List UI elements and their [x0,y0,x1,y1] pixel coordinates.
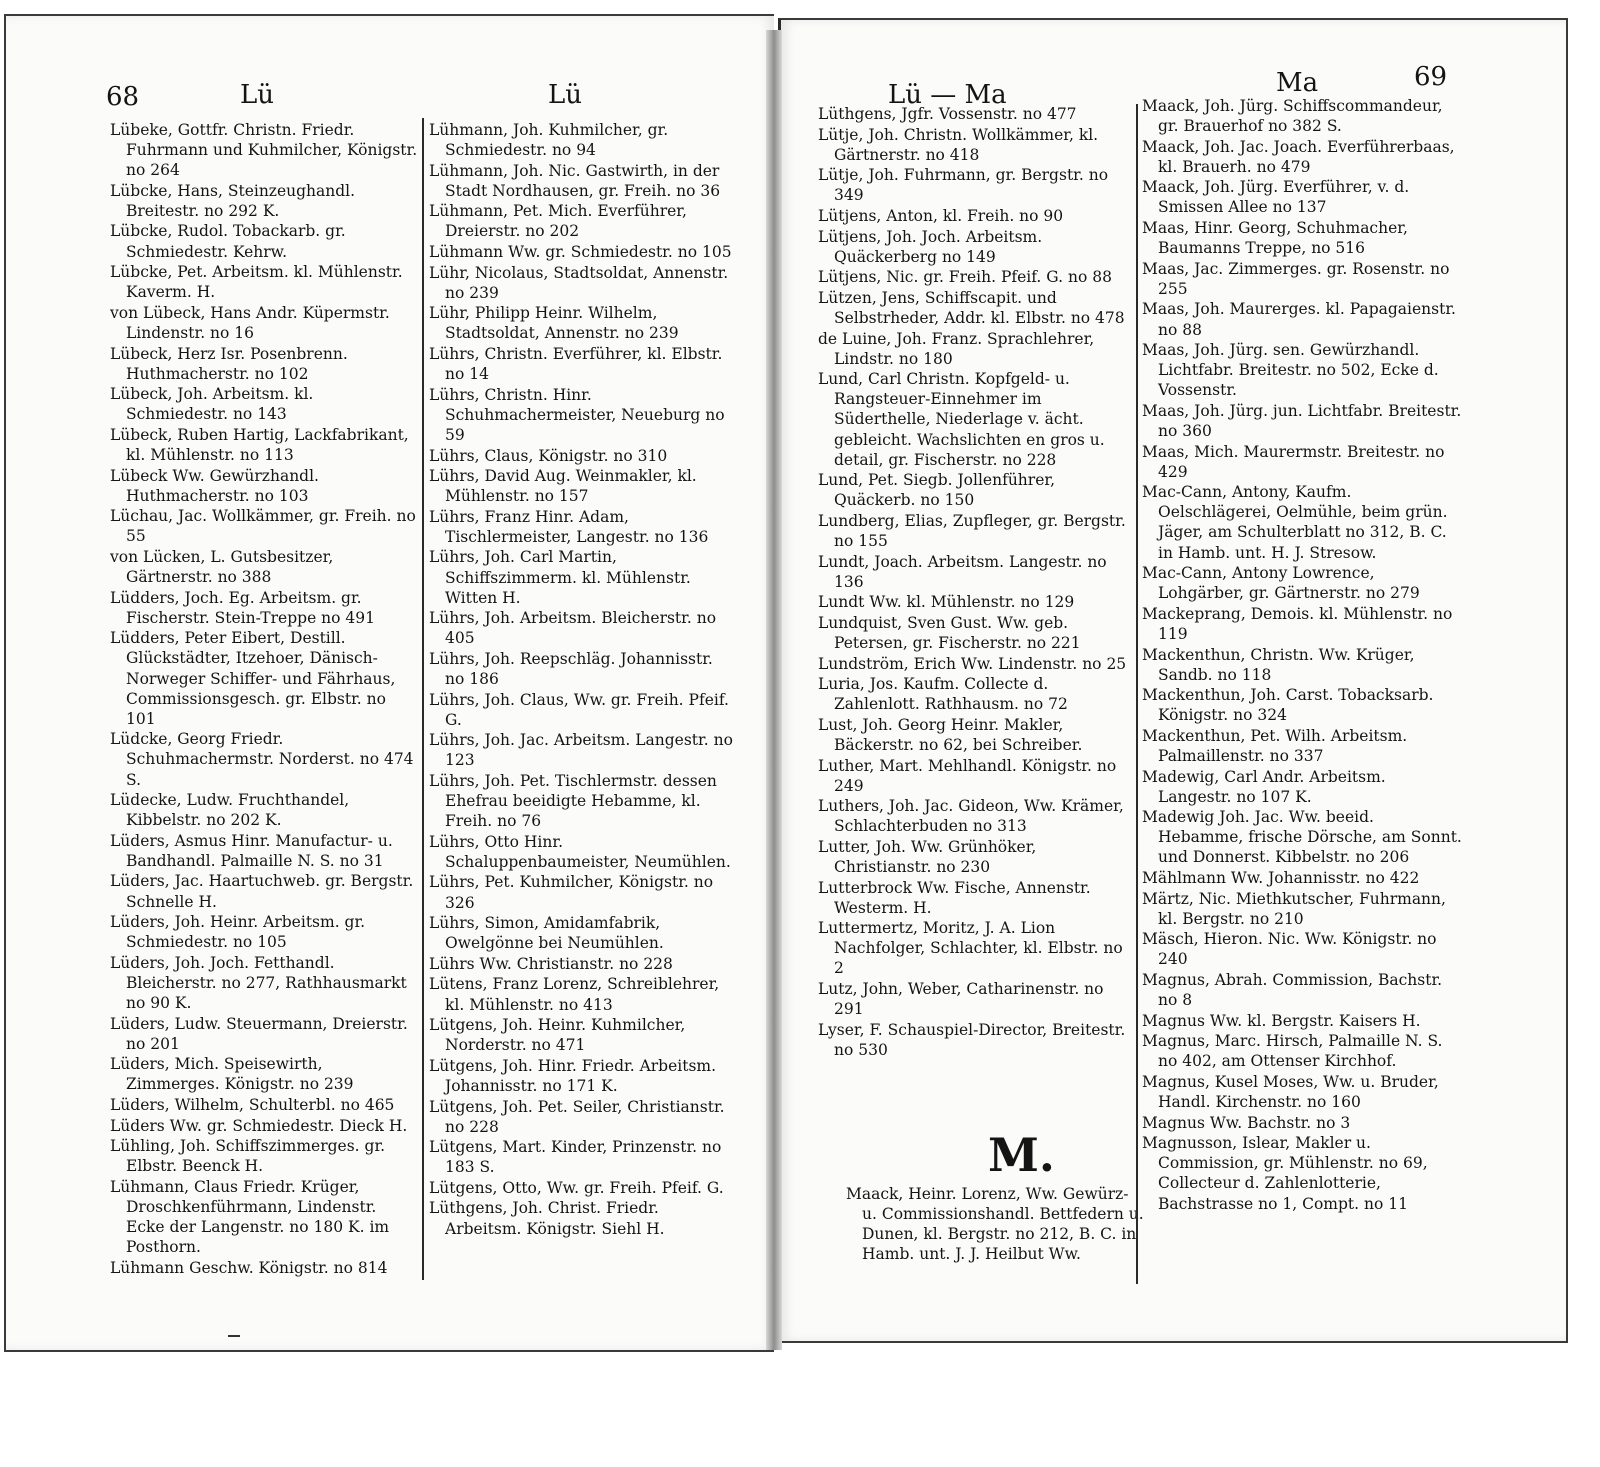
right-page-column-1 [818,104,1130,1060]
directory-entry: Lütgens, Mart. Kinder, Prinzenstr. no 183 S. [429,1138,722,1177]
directory-entry: Lütgens, Joh. Hinr. Friedr. Arbeitsm. Johannisstr. no 171 K. [429,1056,717,1095]
directory-entry: Lundberg, Elias, Zupfleger, gr. Bergstr. no 155 [818,511,1126,550]
footer-mark [228,1335,240,1337]
directory-entry: Lührs, Joh. Pet. Tischlermstr. dessen Ehefrau beeidigte Hebamme, kl. Freih. no 76 [429,772,717,831]
directory-entry: Lührs, Claus, Königstr. no 310 [429,446,668,465]
directory-entry: Lüdders, Joch. Eg. Arbeitsm. gr. Fischerstr. Stein-Treppe no 491 [110,588,375,627]
directory-entry: Mackenthun, Christn. Ww. Krüger, Sandb. no 118 [1142,645,1415,684]
directory-entry: Lühmann, Joh. Kuhmilcher, gr. Schmiedestr. no 94 [429,121,669,160]
directory-entry: Lübeck, Joh. Arbeitsm. kl. Schmiedestr. no 143 [110,385,314,424]
left-running-head-left: Lü [240,80,275,110]
directory-entry: Lütens, Franz Lorenz, Schreiblehrer, kl. Mühlenstr. no 413 [429,975,720,1014]
directory-entry: Maas, Joh. Jürg. sen. Gewürzhandl. Lichtfabr. Breitestr. no 502, Ecke d. Vossenstr. [1142,341,1439,400]
directory-entry: Lüthgens, Joh. Christ. Friedr. Arbeitsm. Königstr. Siehl H. [429,1199,665,1238]
directory-entry: Lundt, Joach. Arbeitsm. Langestr. no 136 [818,552,1107,591]
directory-entry: Lütjens, Nic. gr. Freih. Pfeif. G. no 88 [818,268,1112,287]
directory-entry: Lundt Ww. kl. Mühlenstr. no 129 [818,593,1075,612]
directory-entry: Mählmann Ww. Johannisstr. no 422 [1142,869,1420,888]
directory-entry: Lund, Pet. Siegb. Jollenführer, Quäckerb. no 150 [818,471,1056,510]
directory-entry: Lütje, Joh. Christn. Wollkämmer, kl. Gärtnerstr. no 418 [818,125,1099,164]
directory-entry: Magnus Ww. kl. Bergstr. Kaisers H. [1142,1011,1421,1030]
right-page-column-2 [1142,96,1464,1214]
left-page-number: 68 [106,82,140,112]
directory-entry: von Lübeck, Hans Andr. Küpermstr. Lindenstr. no 16 [110,303,390,342]
directory-entry: Maack, Heinr. Lorenz, Ww. Gewürz- u. Commissionshandl. Bettfedern u. Dunen, kl. Bergstr. no 212, B. C. in Hamb. unt. J. J. Heilbut Ww. [846,1185,1144,1264]
directory-entry: Lützen, Jens, Schiffscapit. und Selbstrheder, Addr. kl. Elbstr. no 478 [818,288,1125,327]
directory-entry: Maas, Mich. Maurermstr. Breitestr. no 429 [1142,442,1445,481]
directory-entry: Lüders, Wilhelm, Schulterbl. no 465 [110,1096,395,1114]
directory-entry: Lübeke, Gottfr. Christn. Friedr. Fuhrmann und Kuhmilcher, Königstr. no 264 [110,121,418,180]
directory-entry: Magnus, Marc. Hirsch, Palmaille N. S. no 402, am Ottenser Kirchhof. [1142,1032,1443,1071]
directory-entry: Maack, Joh. Jürg. Everführer, v. d. Smissen Allee no 137 [1142,178,1410,217]
directory-entry: Lührs, Otto Hinr. Schaluppenbaumeister, Neumühlen. [429,832,731,871]
directory-entry: Madewig Joh. Jac. Ww. beeid. Hebamme, frische Dörsche, am Sonnt. und Donnerst. Kibbelstr. no 206 [1142,808,1462,867]
directory-entry: Lühmann, Pet. Mich. Everführer, Dreierstr. no 202 [429,202,687,241]
directory-entry: Lyser, F. Schauspiel-Director, Breitestr. no 530 [818,1020,1126,1059]
directory-entry: Lübeck, Ruben Hartig, Lackfabrikant, kl. Mühlenstr. no 113 [110,425,409,464]
directory-entry: Lüthgens, Jgfr. Vossenstr. no 477 [818,105,1077,123]
directory-entry: Luthers, Joh. Jac. Gideon, Ww. Krämer, Schlachterbuden no 313 [818,797,1124,836]
left-running-head-center: Lü [548,80,583,110]
left-page-column-2 [429,120,733,1239]
directory-entry: de Luine, Joh. Franz. Sprachlehrer, Lindstr. no 180 [818,329,1095,368]
directory-entry: Lütgens, Joh. Heinr. Kuhmilcher, Norderstr. no 471 [429,1016,686,1055]
directory-entry: Lütgens, Otto, Ww. gr. Freih. Pfeif. G. [429,1178,724,1197]
left-page-column-1 [110,120,418,1278]
directory-entry: Lüders, Mich. Speisewirth, Zimmerges. Königstr. no 239 [110,1055,354,1094]
directory-entry: Mackenthun, Joh. Carst. Tobacksarb. Königstr. no 324 [1142,686,1434,725]
directory-entry: Lüchau, Jac. Wollkämmer, gr. Freih. no 55 [110,507,416,546]
right-column-rule [1136,104,1138,1284]
directory-entry: Lührs, Joh. Arbeitsm. Bleicherstr. no 405 [429,609,717,648]
directory-entry: Lührs, Simon, Amidamfabrik, Owelgönne bei Neumühlen. [429,914,664,953]
directory-entry: Magnus Ww. Bachstr. no 3 [1142,1113,1351,1132]
left-column-rule [422,118,424,1280]
directory-entry: Mac-Cann, Antony, Kaufm. Oelschlägerei, Oelmühle, beim grün. Jäger, am Schulterblatt no 312, B. C. in Hamb. unt. H. J. Stresow. [1142,483,1448,562]
directory-entry: Maack, Joh. Jürg. Schiffscommandeur, gr. Brauerhof no 382 S. [1142,97,1443,136]
directory-entry: Magnus, Kusel Moses, Ww. u. Bruder, Handl. Kirchenstr. no 160 [1142,1073,1439,1112]
directory-entry: Lührs, David Aug. Weinmakler, kl. Mühlenstr. no 157 [429,467,697,506]
directory-entry: Maas, Jac. Zimmerges. gr. Rosenstr. no 255 [1142,259,1450,298]
directory-entry: Lührs, Joh. Jac. Arbeitsm. Langestr. no 123 [429,731,733,770]
directory-entry: Lüders, Asmus Hinr. Manufactur- u. Bandhandl. Palmaille N. S. no 31 [110,831,393,870]
directory-entry: Lührs, Joh. Reepschläg. Johannisstr. no 186 [429,649,713,689]
directory-entry: Mackeprang, Demois. kl. Mühlenstr. no 119 [1142,604,1453,643]
directory-entry: Maack, Joh. Jac. Joach. Everführerbaas, kl. Brauerh. no 479 [1142,137,1455,176]
directory-entry: Mäsch, Hieron. Nic. Ww. Königstr. no 240 [1142,930,1437,969]
directory-entry: Lühr, Philipp Heinr. Wilhelm, Stadtsoldat, Annenstr. no 239 [429,304,679,343]
directory-entry: Lübeck Ww. Gewürzhandl. Huthmacherstr. no 103 [110,466,319,505]
directory-entry: Lübeck, Herz Isr. Posenbrenn. Huthmacherstr. no 102 [110,344,348,383]
directory-entry: Magnus, Abrah. Commission, Bachstr. no 8 [1142,971,1443,1010]
directory-entry: Lühmann Ww. gr. Schmiedestr. no 105 [429,243,732,262]
directory-entry: Lütgens, Joh. Pet. Seiler, Christianstr. no 228 [429,1097,725,1136]
directory-entry: Lutz, John, Weber, Catharinenstr. no 291 [818,980,1104,1019]
directory-entry: Lührs, Christn. Hinr. Schuhmachermeister, Neueburg no 59 [429,385,725,444]
book-gutter [766,30,782,1350]
directory-entry: Maas, Hinr. Georg, Schuhmacher, Baumanns Treppe, no 516 [1142,219,1408,258]
directory-entry: Lüders Ww. gr. Schmiedestr. Dieck H. [110,1116,408,1135]
directory-entry: Lüdders, Peter Eibert, Destill. Glückstädter, Itzehoer, Dänisch-Norweger Schiffer- und Fährhaus, Commissionsgesch. gr. Elbstr. no 101 [110,629,396,728]
directory-entry: Lührs Ww. Christianstr. no 228 [429,954,673,973]
directory-entry: Lüders, Jac. Haartuchweb. gr. Bergstr. Schnelle H. [110,872,414,911]
directory-entry: Maas, Joh. Jürg. jun. Lichtfabr. Breitestr. no 360 [1142,401,1462,440]
section-letter-heading: M. [988,1128,1055,1182]
directory-entry: Lührs, Franz Hinr. Adam, Tischlermeister, Langestr. no 136 [429,507,709,546]
directory-entry: von Lücken, L. Gutsbesitzer, Gärtnerstr. no 388 [110,547,334,587]
directory-entry: Lührs, Christn. Everführer, kl. Elbstr. no 14 [429,345,723,384]
directory-entry: Lübcke, Pet. Arbeitsm. kl. Mühlenstr. Kaverm. H. [110,263,403,302]
directory-entry: Lühmann Geschw. Königstr. no 814 [110,1258,388,1277]
directory-entry: Maas, Joh. Maurerges. kl. Papagaienstr. no 88 [1142,300,1456,339]
right-running-head-right: Ma [1276,68,1319,98]
directory-entry: Luria, Jos. Kaufm. Collecte d. Zahlenlott. Rathhausm. no 72 [818,675,1068,714]
directory-entry: Lübcke, Hans, Steinzeughandl. Breitestr. no 292 K. [110,181,356,220]
directory-entry: Lütje, Joh. Fuhrmann, gr. Bergstr. no 349 [818,166,1109,205]
directory-entry: Madewig, Carl Andr. Arbeitsm. Langestr. no 107 K. [1142,767,1386,806]
directory-entry: Lüders, Joh. Joch. Fetthandl. Bleicherstr. no 277, Rathhausmarkt no 90 K. [110,953,407,1013]
directory-entry: Lühmann, Joh. Nic. Gastwirth, in der Stadt Nordhausen, gr. Freih. no 36 [429,161,721,200]
directory-entry: Lübcke, Rudol. Tobackarb. gr. Schmiedestr. Kehrw. [110,222,346,261]
directory-entry: Lütjens, Joh. Joch. Arbeitsm. Quäckerberg no 149 [818,227,1043,266]
right-page-number: 69 [1414,62,1448,92]
directory-entry: Magnusson, Islear, Makler u. Commission, gr. Mühlenstr. no 69, Collecteur d. Zahlenlotterie, Bachstrasse no 1, Compt. no 11 [1142,1134,1428,1213]
right-running-head-center: Lü — Ma [888,80,1007,110]
directory-entry: Mackenthun, Pet. Wilh. Arbeitsm. Palmaillenstr. no 337 [1142,726,1408,765]
directory-entry: Luther, Mart. Mehlhandl. Königstr. no 249 [818,756,1117,795]
directory-entry: Lundström, Erich Ww. Lindenstr. no 25 [818,654,1127,673]
directory-entry: Lütjens, Anton, kl. Freih. no 90 [818,206,1064,225]
directory-entry: Luttermertz, Moritz, J. A. Lion Nachfolger, Schlachter, kl. Elbstr. no 2 [818,919,1123,978]
directory-entry: Lühr, Nicolaus, Stadtsoldat, Annenstr. no 239 [429,263,729,302]
directory-entry: Lust, Joh. Georg Heinr. Makler, Bäckerstr. no 62, bei Schreiber. [818,715,1083,754]
directory-entry: Lüdecke, Ludw. Fruchthandel, Kibbelstr. no 202 K. [110,791,350,830]
directory-entry: Lühmann, Claus Friedr. Krüger, Droschkenführmann, Lindenstr. Ecke der Langenstr. no 180 K. im Posthorn. [110,1177,390,1257]
directory-entry: Lüdcke, Georg Friedr. Schuhmachermstr. Norderst. no 474 S. [110,730,414,789]
directory-entry: Lühling, Joh. Schiffszimmerges. gr. Elbstr. Beenck H. [110,1137,386,1176]
directory-entry: Lutter, Joh. Ww. Grünhöker, Christianstr. no 230 [818,837,1037,876]
directory-entry: Lührs, Joh. Claus, Ww. gr. Freih. Pfeif. G. [429,690,729,729]
directory-entry: Lüders, Ludw. Steuermann, Dreierstr. no 201 [110,1014,408,1053]
directory-entry: Lührs, Joh. Carl Martin, Schiffszimmerm. kl. Mühlenstr. Witten H. [429,548,691,607]
directory-entry: Lutterbrock Ww. Fische, Annenstr. Westerm. H. [818,878,1091,917]
right-page-column-1-continued [846,1184,1146,1264]
directory-entry: Mac-Cann, Antony Lowrence, Lohgärber, gr. Gärtnerstr. no 279 [1142,564,1420,603]
directory-entry: Lüders, Joh. Heinr. Arbeitsm. gr. Schmiedestr. no 105 [110,913,366,952]
directory-entry: Lund, Carl Christn. Kopfgeld- u. Rangsteuer-Einnehmer im Süderthelle, Niederlage v. ächt. gebleicht. Wachslichten en gros u. detail, gr. Fischerstr. no 228 [818,370,1105,469]
directory-entry: Lundquist, Sven Gust. Ww. geb. Petersen, gr. Fischerstr. no 221 [818,613,1081,652]
directory-entry: Lührs, Pet. Kuhmilcher, Königstr. no 326 [429,873,714,912]
directory-entry: Märtz, Nic. Miethkutscher, Fuhrmann, kl. Bergstr. no 210 [1142,889,1446,928]
